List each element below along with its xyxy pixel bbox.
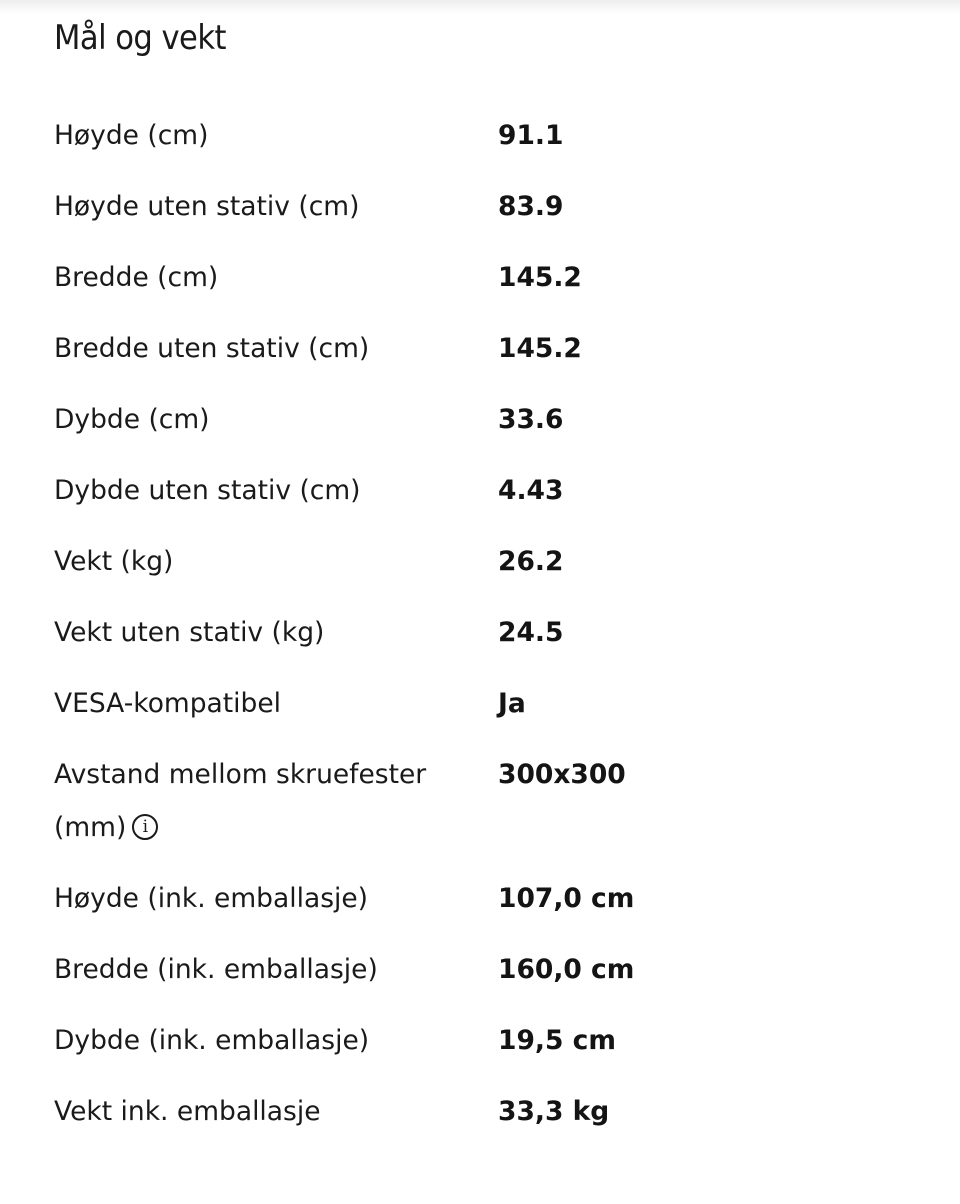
spec-value: Ja	[498, 688, 526, 719]
spec-row-vesa-mount-distance	[54, 739, 934, 863]
spec-label: Dybde (cm)	[54, 404, 210, 435]
spec-row-height-without-stand	[54, 171, 934, 242]
spec-row-depth-packaged	[54, 1005, 934, 1076]
spec-row-depth	[54, 384, 934, 455]
spec-label: VESA-kompatibel	[54, 688, 282, 719]
spec-label: Vekt (kg)	[54, 546, 174, 577]
spec-value: 145.2	[498, 333, 582, 364]
spec-value: 33.6	[498, 404, 564, 435]
spec-value: 26.2	[498, 546, 564, 577]
spec-row-width-packaged	[54, 934, 934, 1005]
spec-row-vesa-compatible	[54, 668, 934, 739]
spec-value: 160,0 cm	[498, 954, 635, 985]
spec-label: Bredde (ink. emballasje)	[54, 954, 378, 985]
spec-value: 33,3 kg	[498, 1096, 610, 1127]
spec-label: Bredde (cm)	[54, 262, 219, 293]
spec-value: 83.9	[498, 191, 564, 222]
section-title: Mål og vekt	[54, 18, 226, 58]
info-icon[interactable]: i	[132, 814, 158, 840]
spec-label: Høyde (cm)	[54, 120, 209, 151]
spec-label: Bredde uten stativ (cm)	[54, 333, 370, 364]
spec-value: 24.5	[498, 617, 564, 648]
spec-label: Vekt uten stativ (kg)	[54, 617, 325, 648]
spec-label: Dybde uten stativ (cm)	[54, 475, 361, 506]
spec-label: Høyde uten stativ (cm)	[54, 191, 360, 222]
spec-row-width-without-stand	[54, 313, 934, 384]
spec-value: 19,5 cm	[498, 1025, 616, 1056]
spec-value: 4.43	[498, 475, 564, 506]
spec-row-depth-without-stand	[54, 455, 934, 526]
spec-row-height-packaged	[54, 863, 934, 934]
spec-row-weight	[54, 526, 934, 597]
spec-label: Avstand mellom skruefester (mm)	[54, 759, 427, 843]
spec-row-weight-without-stand	[54, 597, 934, 668]
dimensions-section	[54, 0, 934, 1127]
spec-value: 145.2	[498, 262, 582, 293]
spec-row-width	[54, 242, 934, 313]
spec-row-height	[54, 100, 934, 171]
spec-value: 300x300	[498, 759, 626, 790]
spec-label: Vekt ink. emballasje	[54, 1096, 321, 1127]
spec-value: 91.1	[498, 120, 564, 151]
spec-value: 107,0 cm	[498, 883, 635, 914]
spec-label-with-info	[54, 739, 498, 863]
spec-label: Dybde (ink. emballasje)	[54, 1025, 370, 1056]
spec-list	[54, 100, 934, 1147]
spec-row-weight-packaged	[54, 1076, 934, 1147]
spec-label: Høyde (ink. emballasje)	[54, 883, 369, 914]
